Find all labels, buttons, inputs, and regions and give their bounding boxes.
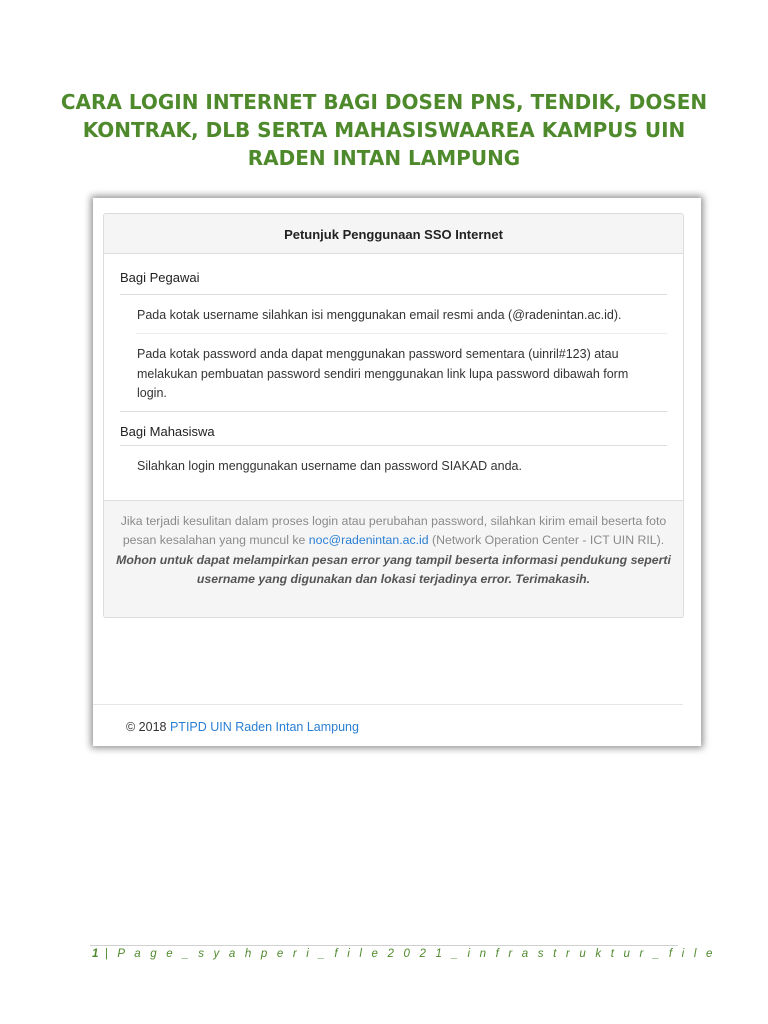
divider [120,411,667,412]
panel-footer [104,500,683,617]
divider [120,294,667,295]
list-item: Pada kotak password anda dapat menggunakan password sementara (uinril#123) atau melakukan pembuatan password sendiri menggunakan link lupa password dibawah form login. [137,347,629,400]
footer-note: Mohon untuk dapat melampirkan pesan error yang tampil beserta informasi pendukung seperti username yang digunakan dan lokasi terjadinya error. Terimakasih. [116,552,671,586]
divider [93,704,683,705]
instructions-panel [103,213,684,618]
page-footer-text: | P a g e _ s y a h p e r i _ f i l e 2 0 2 1 _ i n f r a s t r u k t u r _ f i l e [104,948,716,960]
list-item: Pada kotak username silahkan isi menggunakan email resmi anda (@radenintan.ac.id). [137,308,622,322]
copyright [126,720,359,734]
document-title [60,88,708,172]
copyright-text: © 2018 [126,720,170,734]
ptipd-link[interactable]: PTIPD UIN Raden Intan Lampung [169,720,359,734]
divider [120,445,667,446]
panel-heading: Petunjuk Penggunaan SSO Internet [104,214,683,254]
title-line: CARA LOGIN INTERNET BAGI DOSEN PNS, TENDIK, DOSEN [60,90,708,114]
page-number: 1 [92,948,99,960]
footer-text: Jika terjadi kesulitan dalam proses login atau perubahan password, silahkan kirim email beserta foto pesan kesalahan yang muncul ke [120,514,667,548]
noc-email-link[interactable]: noc@radenintan.ac.id [308,533,429,548]
embedded-screenshot [93,198,701,746]
section-title-pegawai: Bagi Pegawai [120,270,200,285]
page-footer [92,948,716,960]
page-footer-rule [90,945,678,946]
footer-text: (Network Operation Center - ICT UIN RIL). [428,533,665,548]
title-line: RADEN INTAN LAMPUNG [247,146,521,170]
divider [136,333,667,334]
section-title-mahasiswa: Bagi Mahasiswa [120,424,215,439]
list-item: Silahkan login menggunakan username dan password SIAKAD anda. [137,459,522,473]
title-line: KONTRAK, DLB SERTA MAHASISWAAREA KAMPUS UIN [82,118,686,142]
